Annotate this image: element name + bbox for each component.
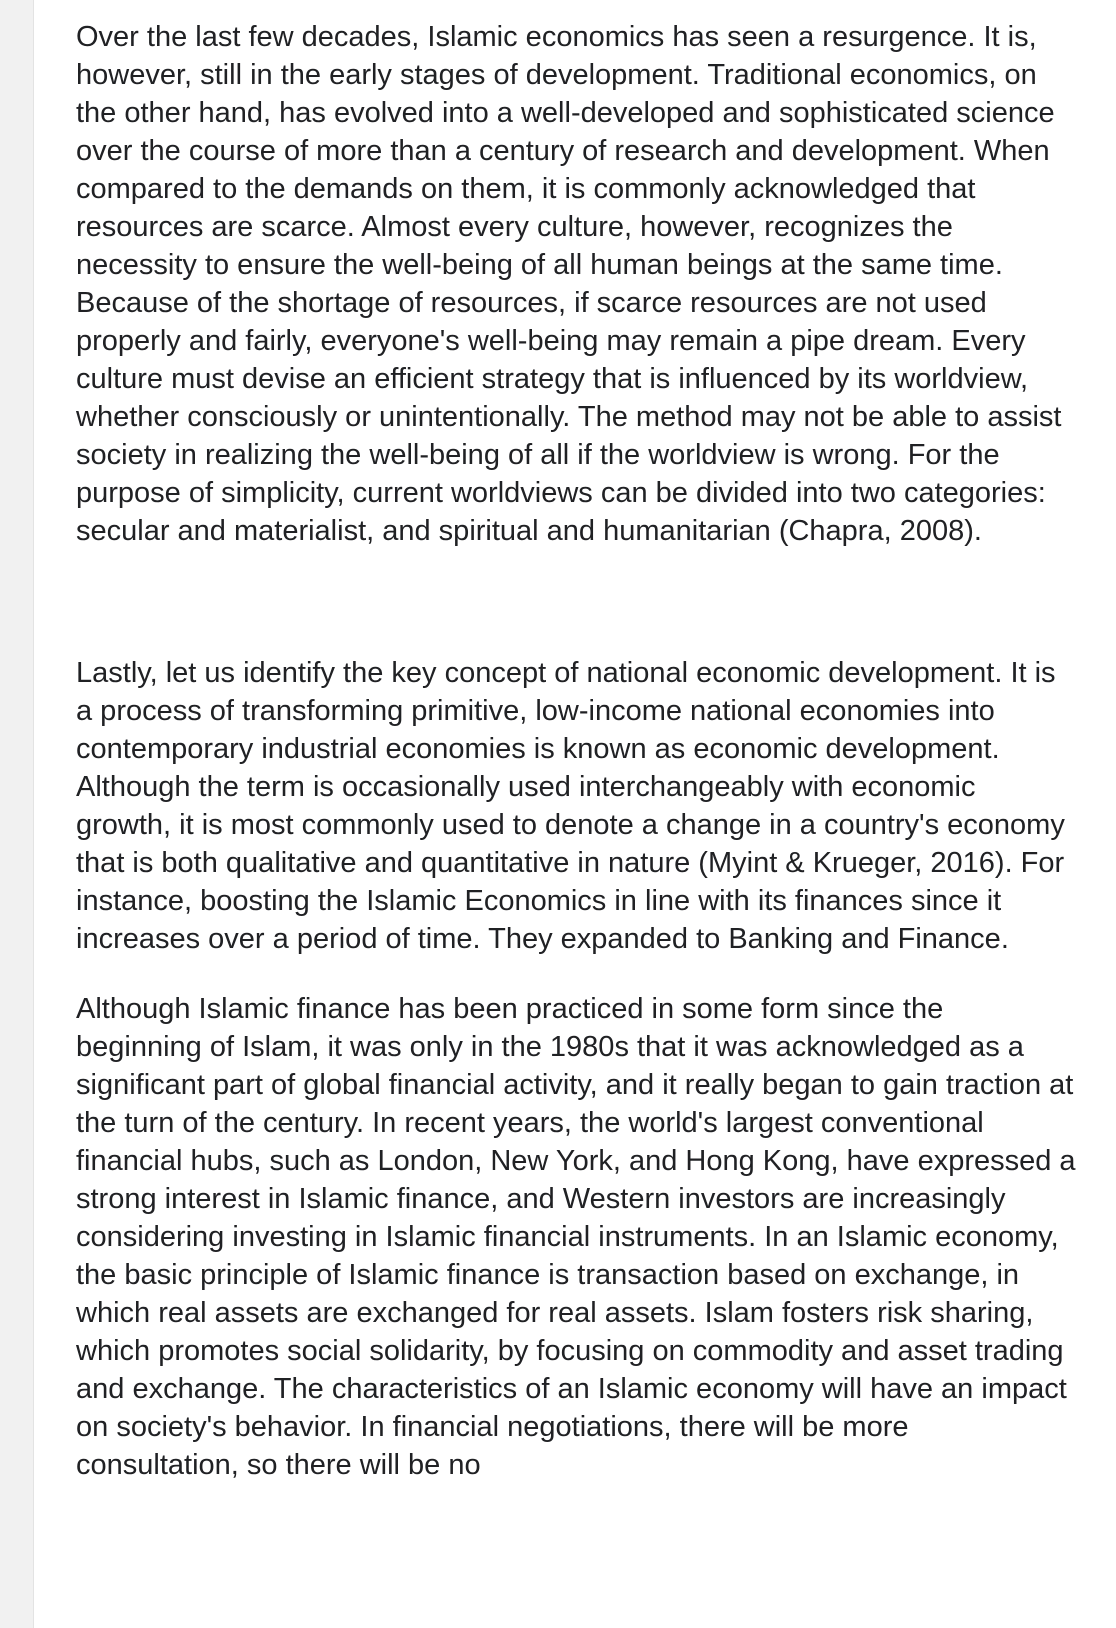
document-content [76, 18, 1076, 1484]
left-gutter [0, 0, 34, 1628]
paragraph-islamic-finance: Although Islamic finance has been practiced in some form since the beginning of Islam, it was only in the 1980s that it was acknowledged as a significant part of global financial activity, and it really began to gain traction at the turn of the century. In recent years, the world's largest conventional financial hubs, such as London, New York, and Hong Kong, have expressed a strong interest in Islamic finance, and Western investors are increasingly considering investing in Islamic financial instruments. In an Islamic economy, the basic principle of Islamic finance is transaction based on exchange, in which real assets are exchanged for real assets. Islam fosters risk sharing, which promotes social solidarity, by focusing on commodity and asset trading and exchange. The characteristics of an Islamic economy will have an impact on society's behavior. In financial negotiations, there will be more consultation, so there will be no [76, 993, 1076, 1481]
paragraph-islamic-economics: Over the last few decades, Islamic economics has seen a resurgence. It is, however, still in the early stages of development. Traditional economics, on the other hand, has evolved into a well-developed and sophisticated science over the course of more than a century of research and development. When compared to the demands on them, it is commonly acknowledged that resources are scarce. Almost every culture, however, recognizes the necessity to ensure the well-being of all human beings at the same time. Because of the shortage of resources, if scarce resources are not used properly and fairly, everyone's well-being may remain a pipe dream. Every culture must devise an efficient strategy that is influenced by its worldview, whether consciously or unintentionally. The method may not be able to assist society in realizing the well-being of all if the worldview is wrong. For the purpose of simplicity, current worldviews can be divided into two categories: secular and materialist, and spiritual and humanitarian (Chapra, 2008). [76, 21, 1062, 547]
paragraph-national-economic-development: Lastly, let us identify the key concept of national economic development. It is a process of transforming primitive, low-income national economies into contemporary industrial economies is known as economic development. Although the term is occasionally used interchangeably with economic growth, it is most commonly used to denote a change in a country's economy that is both qualitative and quantitative in nature (Myint & Krueger, 2016). For instance, boosting the Islamic Economics in line with its finances since it increases over a period of time. They expanded to Banking and Finance. [76, 657, 1065, 955]
